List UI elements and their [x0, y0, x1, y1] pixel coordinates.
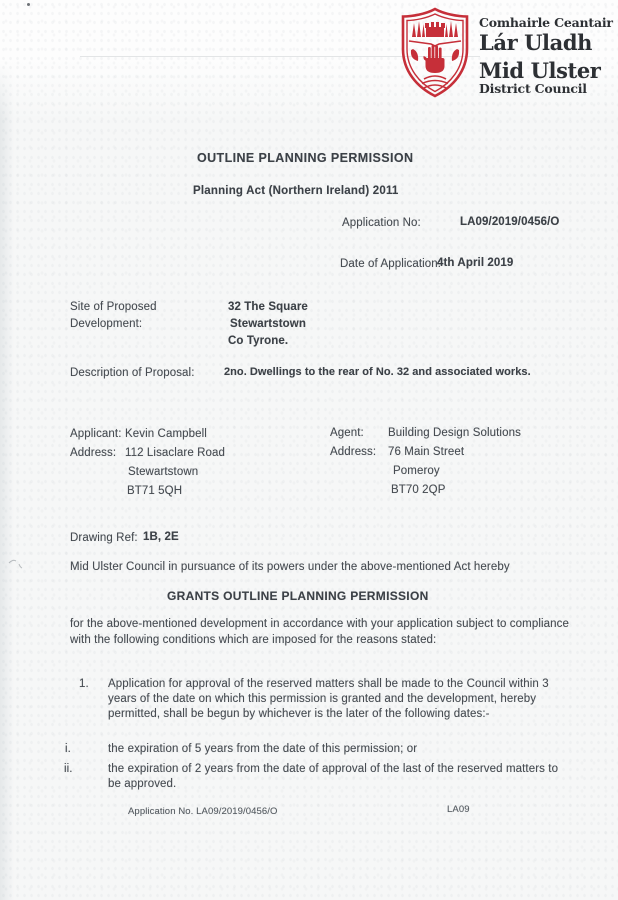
- condition-text: the expiration of 5 years from the date of this permission; or: [108, 743, 418, 755]
- condition-text: Application for approval of the reserved matters shall be made to the Council within 3 years of the date on which this permission is granted and the development, hereby permitted, shall be begun by whichever is the later of the following dates:-: [108, 678, 549, 720]
- document-title: OUTLINE PLANNING PERMISSION: [197, 151, 414, 165]
- description-value: 2no. Dwellings to the rear of No. 32 and associated works.: [224, 366, 531, 378]
- document-subtitle: Planning Act (Northern Ireland) 2011: [193, 185, 399, 197]
- agent-address-line: 76 Main Street: [388, 446, 465, 458]
- scan-speck: [27, 3, 30, 6]
- footer-application-no: Application No. LA09/2019/0456/O: [128, 806, 278, 817]
- org-name-english-small: District Council: [479, 80, 587, 96]
- agent-address-line: BT70 2QP: [391, 484, 446, 496]
- site-value-line: Stewartstown: [230, 318, 306, 330]
- applicant-address-label: Address:: [70, 447, 117, 459]
- condition-number: ii.: [64, 763, 73, 775]
- site-label: Site of Proposed Development:: [70, 301, 157, 330]
- condition-text: the expiration of 2 years from the date of approval of the last of the reserved matters to be approved.: [108, 763, 559, 790]
- applicant-address-line: BT71 5QH: [127, 485, 183, 497]
- grants-heading: GRANTS OUTLINE PLANNING PERMISSION: [167, 589, 429, 603]
- applicant-label: Applicant:: [70, 428, 122, 440]
- org-name-irish-small: Comhairle Ceantair: [479, 15, 613, 30]
- condition-number: i.: [65, 743, 71, 755]
- condition-number: 1.: [79, 678, 89, 690]
- application-date-value: 4th April 2019: [437, 257, 514, 269]
- agent-address-line: Pomeroy: [393, 465, 440, 477]
- applicant-address-line: Stewartstown: [128, 466, 199, 478]
- org-name-irish-large: Lár Uladh: [479, 29, 592, 55]
- handwritten-mark: [6, 554, 32, 577]
- application-no-value: LA09/2019/0456/O: [460, 216, 560, 228]
- site-value-line: 32 The Square: [228, 301, 308, 313]
- drawing-ref-label: Drawing Ref:: [70, 532, 138, 544]
- agent-name: Building Design Solutions: [388, 427, 521, 439]
- site-value-line: Co Tyrone.: [228, 335, 289, 347]
- council-crest-icon: [398, 5, 472, 100]
- applicant-address-line: 112 Lisaclare Road: [125, 447, 226, 459]
- condition-row: [63, 762, 570, 792]
- description-label: Description of Proposal:: [70, 367, 195, 379]
- condition-row: [63, 742, 570, 757]
- application-no-label: Application No:: [342, 217, 421, 229]
- site-value: [228, 299, 308, 350]
- applicant-name: Kevin Campbell: [125, 428, 207, 440]
- council-logo-text: [479, 17, 613, 95]
- compliance-text: for the above-mentioned development in accordance with your application subject to compliance with the following conditions which are imposed for the reasons stated:: [70, 618, 569, 646]
- org-name-english-large: Mid Ulster: [479, 57, 601, 83]
- application-date-label: Date of Application:: [340, 258, 442, 270]
- drawing-ref-value: 1B, 2E: [143, 531, 179, 543]
- pursuance-text: Mid Ulster Council in pursuance of its powers under the above-mentioned Act hereby: [70, 561, 510, 573]
- agent-address-label: Address:: [330, 446, 377, 458]
- footer-form-code: LA09: [447, 804, 470, 815]
- condition-row: [63, 677, 570, 722]
- agent-label: Agent:: [330, 427, 364, 439]
